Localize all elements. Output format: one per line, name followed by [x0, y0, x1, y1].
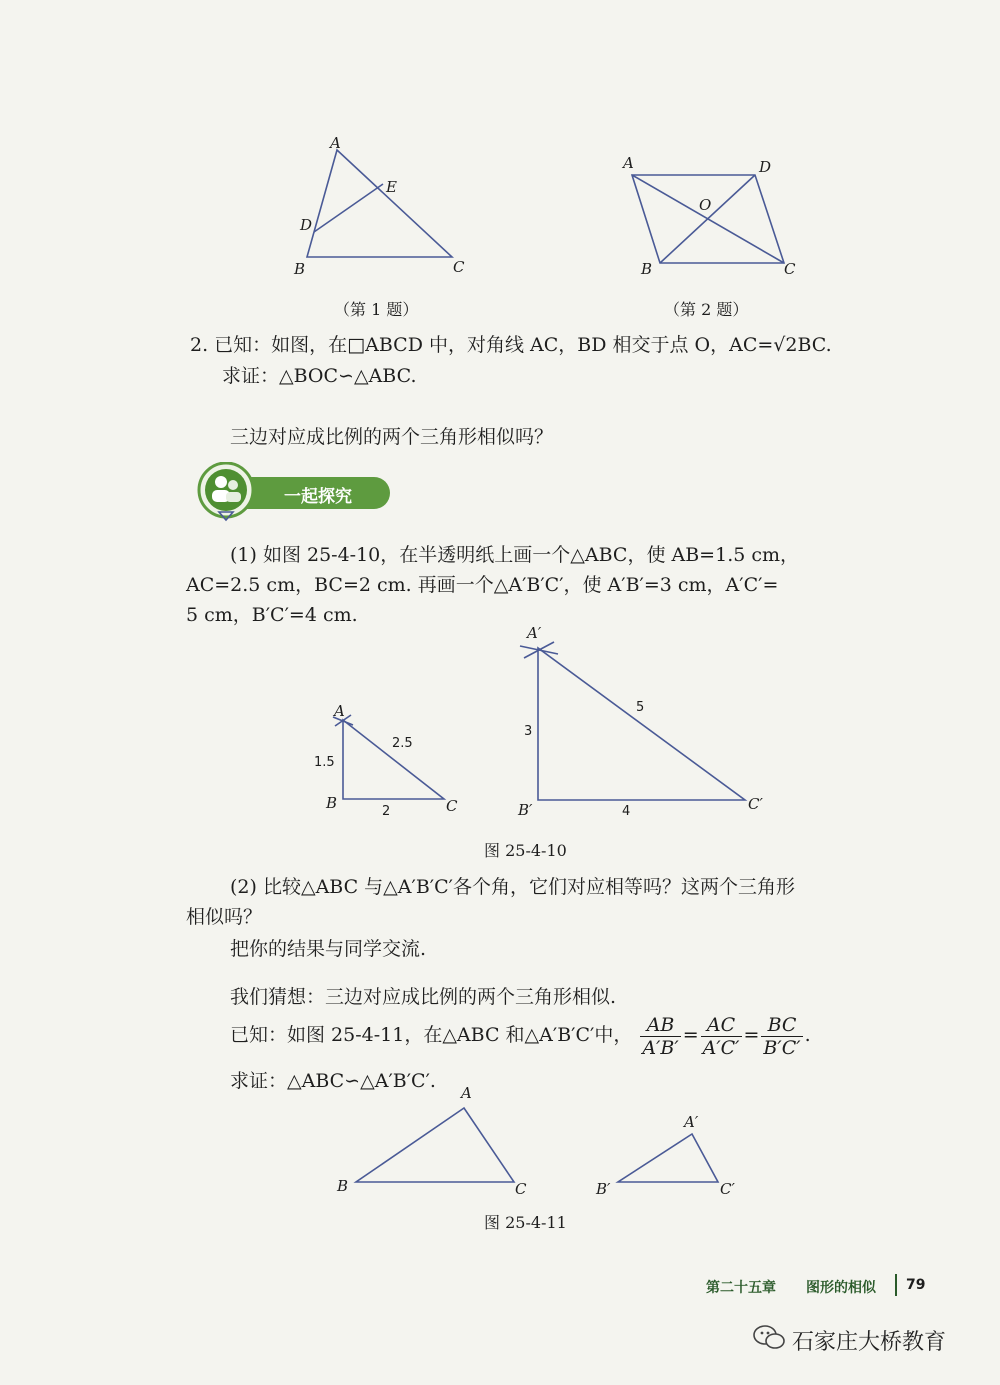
- diagonal-bd: [660, 175, 755, 263]
- label-c: C: [515, 1180, 527, 1198]
- fraction-bc: [761, 1014, 802, 1059]
- people-icon: [207, 472, 247, 508]
- figure-1-triangle: [290, 140, 470, 275]
- fraction-denominator: B′C′: [763, 1036, 801, 1059]
- small-label-c: C: [446, 797, 458, 815]
- question-text: 三边对应成比例的两个三角形相似吗？: [230, 426, 554, 448]
- small-triangle: [343, 720, 444, 799]
- segment-de: [314, 184, 383, 232]
- label-b: B: [641, 260, 653, 278]
- large-label-c: C′: [748, 795, 763, 813]
- footer-title: 图形的相似: [806, 1280, 876, 1296]
- figure-25-4-11-caption: 图 25-4-11: [484, 1213, 567, 1232]
- small-label-b: B: [326, 794, 338, 812]
- label-d: D: [759, 158, 772, 176]
- large-triangle: [538, 648, 745, 800]
- label-c: C: [784, 260, 796, 278]
- figure-25-4-11: [340, 1100, 740, 1200]
- period: .: [804, 1024, 811, 1046]
- problem-2-given: 2. 已知：如图，在□ABCD 中，对角线 AC，BD 相交于点 O，AC=√2BC.: [190, 334, 832, 356]
- explore-1-line-1: (1) 如图 25-4-10，在半透明纸上画一个△ABC，使 AB=1.5 cm，: [230, 544, 800, 566]
- triangle-a-prime-b-prime-c-prime: [618, 1134, 718, 1182]
- label-c: C: [453, 258, 465, 276]
- explore-banner: [186, 468, 392, 516]
- figure-2-parallelogram: [620, 160, 800, 275]
- figure-25-4-10-caption: 图 25-4-10: [484, 841, 567, 860]
- fraction-numerator: AB: [640, 1014, 680, 1037]
- explore-1-line-2: AC=2.5 cm，BC=2 cm. 再画一个△A′B′C′，使 A′B′=3 cm，A′C′=: [186, 574, 779, 596]
- label-a-prime: A′: [684, 1113, 699, 1131]
- footer-divider: [895, 1274, 897, 1296]
- fraction-ab: [640, 1014, 680, 1059]
- label-a: A: [461, 1084, 472, 1102]
- label-e: E: [386, 178, 397, 196]
- triangle-abc: [356, 1108, 514, 1182]
- large-side-ac: 5: [636, 700, 645, 715]
- problem-2-prove: 求证：△BOC∽△ABC.: [222, 365, 417, 387]
- label-c-prime: C′: [720, 1180, 735, 1198]
- large-side-bc: 4: [622, 804, 631, 819]
- page-number: 79: [906, 1277, 926, 1293]
- equals-sign: =: [743, 1024, 760, 1046]
- given-statement: [230, 1013, 811, 1059]
- explore-2-line-2: 相似吗？: [186, 906, 263, 928]
- figure-1-caption: （第 1 题）: [334, 300, 419, 319]
- label-b-prime: B′: [596, 1180, 611, 1198]
- equals-sign: =: [682, 1024, 699, 1046]
- banner-label: 一起探究: [284, 487, 352, 507]
- prove-statement: 求证：△ABC∽△A′B′C′.: [230, 1070, 436, 1092]
- fraction-ac: [701, 1014, 742, 1059]
- small-side-bc: 2: [382, 804, 391, 819]
- explore-1-line-3: 5 cm，B′C′=4 cm.: [186, 604, 358, 626]
- small-side-ac: 2.5: [392, 736, 413, 751]
- given-prefix: 已知：如图 25-4-11，在△ABC 和△A′B′C′中，: [230, 1024, 633, 1046]
- conjecture-text: 我们猜想：三边对应成比例的两个三角形相似.: [230, 986, 617, 1008]
- large-side-ab: 3: [524, 724, 533, 739]
- fraction-numerator: BC: [761, 1014, 802, 1037]
- explore-2-line-3: 把你的结果与同学交流.: [230, 938, 427, 960]
- large-label-a: A′: [527, 624, 542, 642]
- triangle-abc: [307, 150, 452, 257]
- large-label-b: B′: [518, 801, 533, 819]
- small-side-ab: 1.5: [314, 755, 335, 770]
- small-label-a: A: [334, 702, 345, 720]
- label-d: D: [300, 216, 313, 234]
- watermark-text: 石家庄大桥教育: [792, 1330, 947, 1355]
- fraction-denominator: A′B′: [642, 1036, 679, 1059]
- figure-2-caption: （第 2 题）: [664, 300, 749, 319]
- label-a: A: [330, 134, 341, 152]
- explore-2-line-1: (2) 比较△ABC 与△A′B′C′各个角，它们对应相等吗？这两个三角形: [230, 876, 795, 898]
- figure-25-4-10: [320, 640, 770, 810]
- label-a: A: [623, 154, 634, 172]
- label-b: B: [337, 1177, 349, 1195]
- label-o: O: [699, 196, 712, 214]
- fraction-denominator: A′C′: [702, 1036, 740, 1059]
- wechat-icon: [752, 1323, 788, 1353]
- label-b: B: [294, 260, 306, 278]
- fraction-numerator: AC: [701, 1014, 742, 1037]
- footer-chapter: 第二十五章: [706, 1280, 776, 1296]
